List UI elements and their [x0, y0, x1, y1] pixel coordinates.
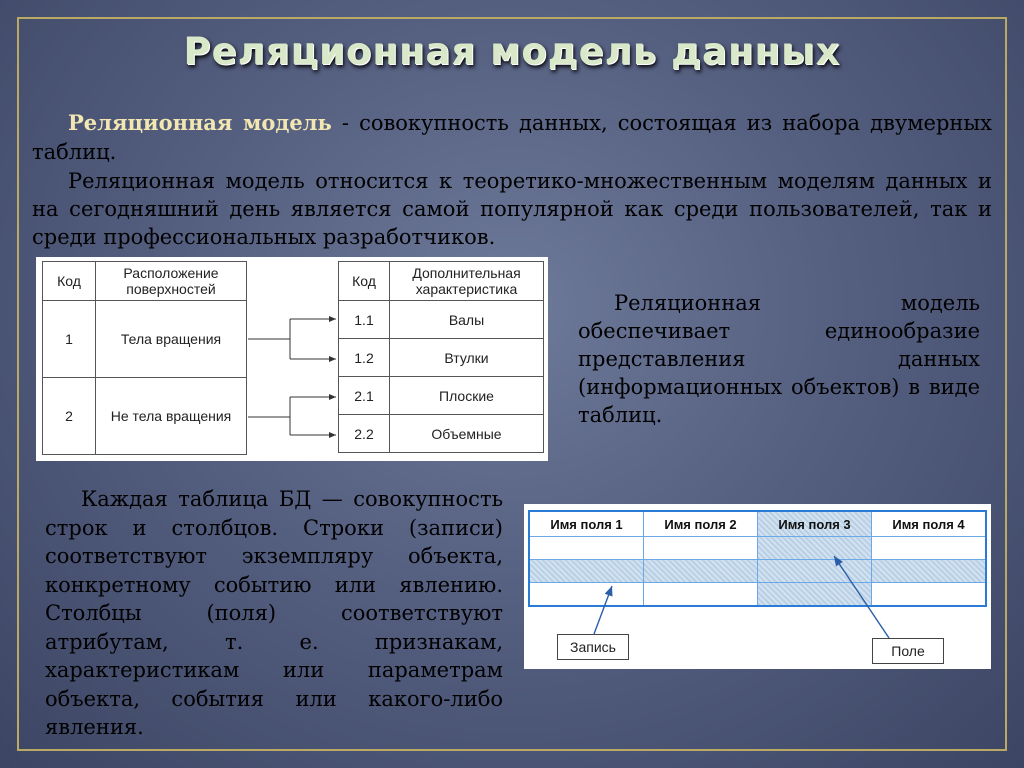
definition-paragraph — [32, 108, 992, 167]
table-cell: 1.1 — [339, 301, 390, 339]
field-callout: Поле — [872, 638, 944, 664]
link-arrows — [36, 257, 548, 461]
table-cell: Втулки — [390, 339, 544, 377]
table-cell: Объемные — [390, 415, 544, 453]
field-arrow — [834, 556, 889, 638]
table-cell: Валы — [390, 301, 544, 339]
record-field-figure — [524, 504, 991, 669]
record-arrow — [594, 586, 612, 634]
table-cell: 2 — [43, 378, 96, 455]
definition-term: Реляционная модель — [68, 110, 332, 135]
uniformity-paragraph: Реляционная модель обеспечивает единообразие представления данных (информационных объектов) в виде таблиц. — [578, 291, 980, 427]
definition-text: - совокупность данных, состоящая из набора двумерных таблиц. — [32, 111, 992, 164]
field-header: Имя поля 4 — [872, 511, 987, 537]
field-header: Имя поля 1 — [529, 511, 644, 537]
table-header-cell: Код — [43, 262, 96, 301]
description-paragraph: Реляционная модель относится к теоретико-множественным моделям данных и на сегодняшний день является самой популярной как среди пользователей, так и среди профессиональных разработчиков. — [32, 169, 992, 249]
table-header-cell: Расположение поверхностей — [96, 262, 247, 301]
linked-tables-figure — [36, 257, 548, 461]
table-cell: 1.2 — [339, 339, 390, 377]
table-cell: Плоские — [390, 377, 544, 415]
field-header: Имя поля 3 — [758, 511, 872, 537]
record-callout: Запись — [557, 634, 629, 660]
table-header-cell: Код — [339, 262, 390, 301]
table-cell: Тела вращения — [96, 301, 247, 378]
table-cell: Не тела вращения — [96, 378, 247, 455]
table-header-cell: Дополнительная характеристика — [390, 262, 544, 301]
table-cell: 1 — [43, 301, 96, 378]
field-header: Имя поля 2 — [644, 511, 758, 537]
table-structure-paragraph: Каждая таблица БД — совокупность строк и столбцов. Строки (записи) соответствуют экземпляру объекта, конкретному событию или явлению. Столбцы (поля) соответствуют атрибутам, т. е. признакам, характеристикам или параметрам объекта, события или какого-либо явления. — [45, 487, 503, 739]
slide-title: Реляционная модель данных — [183, 30, 841, 73]
table-cell: 2.1 — [339, 377, 390, 415]
table-cell: 2.2 — [339, 415, 390, 453]
